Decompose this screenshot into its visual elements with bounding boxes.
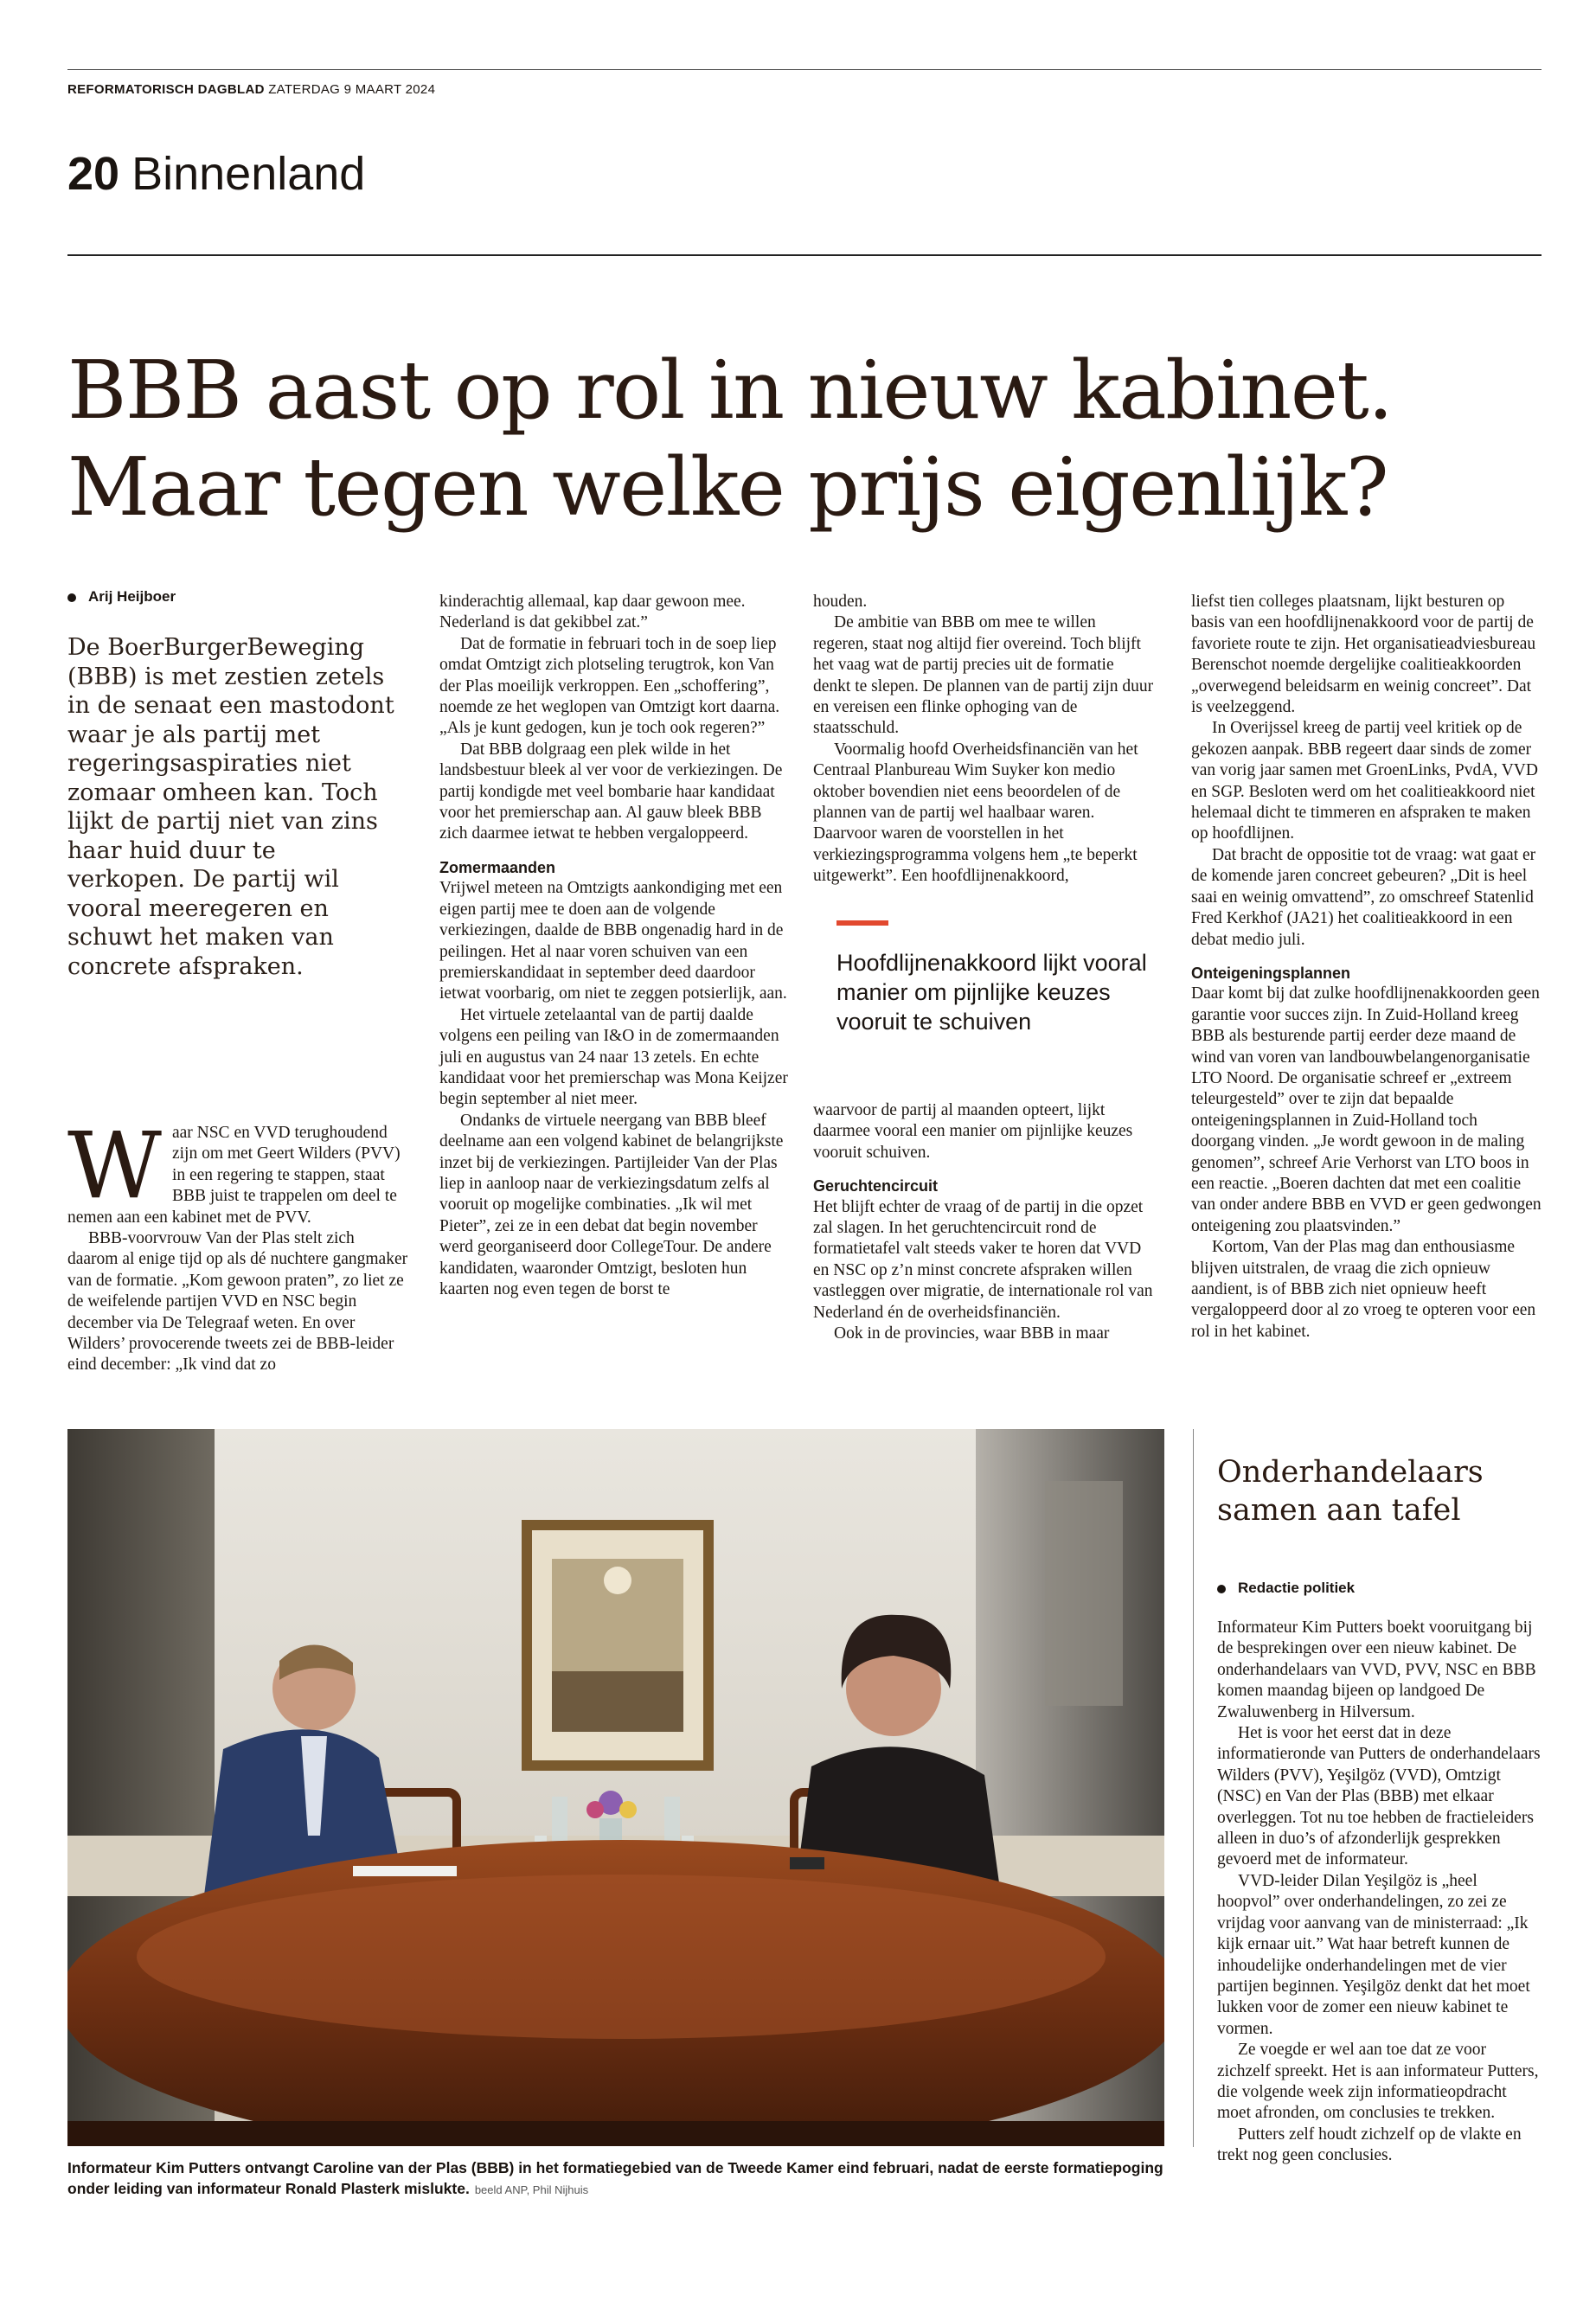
sidebar-divider (1193, 1429, 1194, 2147)
dropcap: W (67, 1112, 162, 1219)
col3-p6: Ook in de provincies, waar BBB in maar (834, 1324, 1110, 1343)
col4-p1: liefst tien colleges plaatsnam, lijkt besturen op basis van een hoofdlijnenakkoord voor de partij de favoriete route te zijn. Het organisatieadviesbureau Berenschot noemde dergelijke coalitieakkoorden „overwegend beleidsarm en weinig concreet”. Dat is veelzeggend. (1191, 593, 1536, 717)
sidebar-title: Onderhandelaars samen aan tafel (1217, 1455, 1484, 1528)
sidebar-p3: VVD-leider Dilan Yeşilgöz is „heel hoopvol” over onderhandelingen, zo zei ze vrijdag voor aanvang van de ministerraad: „Ik kijk ernaar uit.” Wat haar betreft kunnen de inhoudelijke onderhandelingen met de vier partijen beginnen. Yeşilgöz denkt dat het moet lukken voor de zomer een nieuw kabinet te vormen. (1217, 1871, 1530, 2038)
sidebar-p5: Putters zelf houdt zichzelf op de vlakte en trekt nog geen conclusies. (1217, 2125, 1522, 2165)
col4-p4: Daar komt bij dat zulke hoofdlijnenakkoorden geen garantie voor succes zijn. In Zuid-Holland kreeg BBB als besturende partij eerder deze maand de wind van voren van landbouwbelangenorganisatie LTO Noord. De organisatie schreef er „extreem teleurgesteld” over te zijn dat bepaalde onteigeningsplannen in Zuid-Holland toch doorgang vinden. „Je wordt gewoon in de maling genomen”, schreef Arie Verhorst van LTO boos in een reactie. „Boeren dachten dat met een coalitie van onder andere BBB en VVD er geen gedwongen onteigening zou plaatsvinden.” (1191, 984, 1542, 1235)
bullet-icon (67, 593, 76, 602)
col2-p2: Dat de formatie in februari toch in de soep liep omdat Omtzigt zich plotseling terugtrok, kon Van der Plas moeilijk verkroppen. Een „schoffering”, noemde ze het weglopen van Omtzigt kort daarna. „Als je kunt gedogen, kun je toch ook regeren?” (439, 634, 780, 738)
paper-name: REFORMATORISCH DAGBLAD (67, 82, 265, 97)
col3-p4: waarvoor de partij al maanden opteert, lijkt daarmee vooral een manier om pijnlijke keuzes vooruit schuiven. (813, 1101, 1133, 1162)
issue-date: ZATERDAG 9 MAART 2024 (268, 82, 436, 97)
col1-p2: BBB-voorvrouw Van der Plas stelt zich daarom al enige tijd op als dé nuchtere gangmaker van de formatie. „Kom gewoon praten”, zo liet ze de weifelende partijen VVD en NSC begin december via De Telegraaf weten. En over Wilders’ provocerende tweets zei de BBB-leider eind december: „Ik vind dat zo (67, 1229, 408, 1375)
subhead-zomermaanden: Zomermaanden (439, 858, 556, 876)
article-column-1 (67, 1112, 408, 1376)
header-rule (67, 254, 1542, 256)
headline-line-2: Maar tegen welke prijs eigenlijk? (67, 440, 1388, 534)
pull-quote (836, 920, 1148, 1036)
col2-p1: kinderachtig allemaal, kap daar gewoon mee. Nederland is dat gekibbel zat.” (439, 593, 746, 632)
article-column-2 (439, 592, 790, 1300)
col2-p4: Vrijwel meteen na Omtzigts aankondiging met een eigen partij mee te doen aan de volgende verkiezingen, daalde de BBB ongenadig hard in de peilingen. Het al naar voren schuiven van een premierskandidaat in september deed daardoor ietwat voorbarig, om niet te zeggen potsierlijk, aan. (439, 879, 787, 1003)
sidebar-byline-author: Redactie politiek (1238, 1580, 1356, 1596)
sidebar-p2: Het is voor het eerst dat in deze informatieronde van Putters de onderhandelaars Wilders (PVV), Yeşilgöz (VVD), Omtzigt (NSC) en Van der Plas (BBB) met elkaar overleggen. Tot nu toe hebben de fractieleiders alleen in duo’s of afzonderlijk gesprekken gevoerd met de informateur. (1217, 1724, 1541, 1869)
photo-caption-text: Informateur Kim Putters ontvangt Caroline van der Plas (BBB) in het formatiegebied van de Tweede Kamer eind februari, nadat de eerste formatiepoging onder leiding van informateur Ronald Plasterk mislukte. (67, 2159, 1163, 2197)
photo-credit: beeld ANP, Phil Nijhuis (474, 2183, 589, 2196)
col3-p2: De ambitie van BBB om mee te willen regeren, staat nog altijd fier overeind. Toch blijft het vaag wat de partij precies uit de formatie denkt te slepen. De plannen van de partij zijn duur en vereisen een flinke ophoging van de staatsschuld. (813, 613, 1154, 738)
photo-illustration (67, 1429, 1164, 2146)
page-number: 20 (67, 148, 120, 200)
sidebar-p1: Informateur Kim Putters boekt vooruitgang bij de besprekingen over een nieuw kabinet. De onderhandelaars van VVD, PVV, NSC en BBB komen maandag bijeen op landgoed De Zwaluwenberg in Hilversum. (1217, 1618, 1536, 1721)
sidebar-byline (1217, 1580, 1355, 1597)
article-column-3-bottom (813, 1100, 1154, 1344)
col3-p5: Het blijft echter de vraag of de partij in die opzet zal slagen. In het geruchtencircuit rond de formatietafel valt steeds vaker te horen dat VVD en NSC op z’n minst concrete afspraken willen vastleggen over migratie, de internationale rol van Nederland én de overheidsfinanciën. (813, 1197, 1153, 1322)
sidebar-p4: Ze voegde er wel aan toe dat ze voor zichzelf spreekt. Het is aan informateur Putters, die volgende week zijn informatieopdracht moet afronden, om conclusies te trekken. (1217, 2041, 1539, 2123)
photo-caption (67, 2157, 1166, 2201)
col2-p6: Ondanks de virtuele neergang van BBB bleef deelname aan een volgend kabinet de belangrijkste inzet bij de verkiezingen. Partijleider Van der Plas liep in aanloop naar de verkiezingsdatum zelfs al vooruit op mogelijke combinaties. „Ik wil met Pieter”, zei ze in een debat dat begin november werd georganiseerd door CollegeTour. De andere kandidaten, waaronder Omtzigt, besloten hun kaarten nog even tegen de borst te (439, 1111, 784, 1298)
section-header (67, 147, 365, 201)
col2-p5: Het virtuele zetelaantal van de partij daalde volgens een peiling van I&O in de zomermaanden juli en augustus van 24 naar 13 zetels. En echte kandidaat voor het premierschap was Mona Keijzer begin september al niet meer. (439, 1005, 788, 1109)
headline (67, 342, 1538, 535)
subhead-geruchtencircuit: Geruchtencircuit (813, 1177, 939, 1195)
byline (67, 588, 176, 606)
col4-p5: Kortom, Van der Plas mag dan enthousiasme blijven uitstralen, de vraag die zich opnieuw aandient, is of BBB zich niet opnieuw heeft vergaloppeerd door al zo vroeg te opteren voor een rol in het kabinet. (1191, 1238, 1536, 1341)
pull-quote-text: Hoofdlijnenakkoord lijkt vooral manier om pijnlijke keuzes vooruit te schuiven (836, 950, 1147, 1035)
masthead (67, 69, 1542, 97)
article-column-4 (1191, 592, 1542, 1343)
subhead-onteigeningsplannen: Onteigeningsplannen (1191, 964, 1351, 982)
quote-accent-bar (836, 920, 888, 926)
article-column-3-top (813, 592, 1154, 888)
col1-p1: aar NSC en VVD terughoudend zijn om met Geert Wilders (PVV) in een regering te stappen, staat BBB juist te trappelen om deel te nemen aan een kabinet met de PVV. (67, 1124, 401, 1227)
sidebar-body (1217, 1618, 1542, 2167)
col4-p3: Dat bracht de oppositie tot de vraag: wat gaat er de komende jaren concreet gebeuren? „Dit is heel saai en weinig omvattend”, zo omschreef Statenlid Fred Kerkhof (JA21) het coalitieakkoord in een debat medio juli. (1191, 845, 1536, 949)
headline-line-1: BBB aast op rol in nieuw kabinet. (67, 343, 1393, 437)
col3-p3: Voormalig hoofd Overheidsfinanciën van het Centraal Planbureau Wim Suyker kon medio oktober bovendien niet eens beoordelen of de plannen van de partij wel haalbaar waren. Daarvoor waren de voorstellen in het verkiezingsprogramma volgens hem „te beperkt uitgewerkt”. Een hoofdlijnenakkoord, (813, 740, 1138, 886)
article-photo (67, 1429, 1164, 2146)
byline-author: Arij Heijboer (88, 588, 176, 605)
col3-p1: houden. (813, 593, 868, 611)
intro-lead: De BoerBurgerBeweging (BBB) is met zestien zetels in de senaat een mastodont waar je als partij met regeringsaspiraties niet zomaar omheen kan. Toch lijkt de partij niet van zins haar huid duur te verkopen. De partij wil vooral meeregeren en schuwt het maken van concrete afspraken. (67, 634, 394, 980)
section-name: Binnenland (131, 148, 366, 200)
bullet-icon (1217, 1585, 1226, 1593)
col2-p3: Dat BBB dolgraag een plek wilde in het landsbestuur bleek al ver voor de verkiezingen. De partij kondigde met veel bombarie haar kandidaat voor het premierschap aan. Al gauw bleek BBB zich daarmee ietwat te hebben vergaloppeerd. (439, 740, 783, 843)
col4-p2: In Overijssel kreeg de partij veel kritiek op de gekozen aanpak. BBB regeert daar sinds de zomer van vorig jaar samen met GroenLinks, PvdA, VVD en SGP. Besloten werd om het coalitieakkoord niet helemaal dicht te timmeren en afspraken te maken op hoofdlijnen. (1191, 719, 1538, 843)
